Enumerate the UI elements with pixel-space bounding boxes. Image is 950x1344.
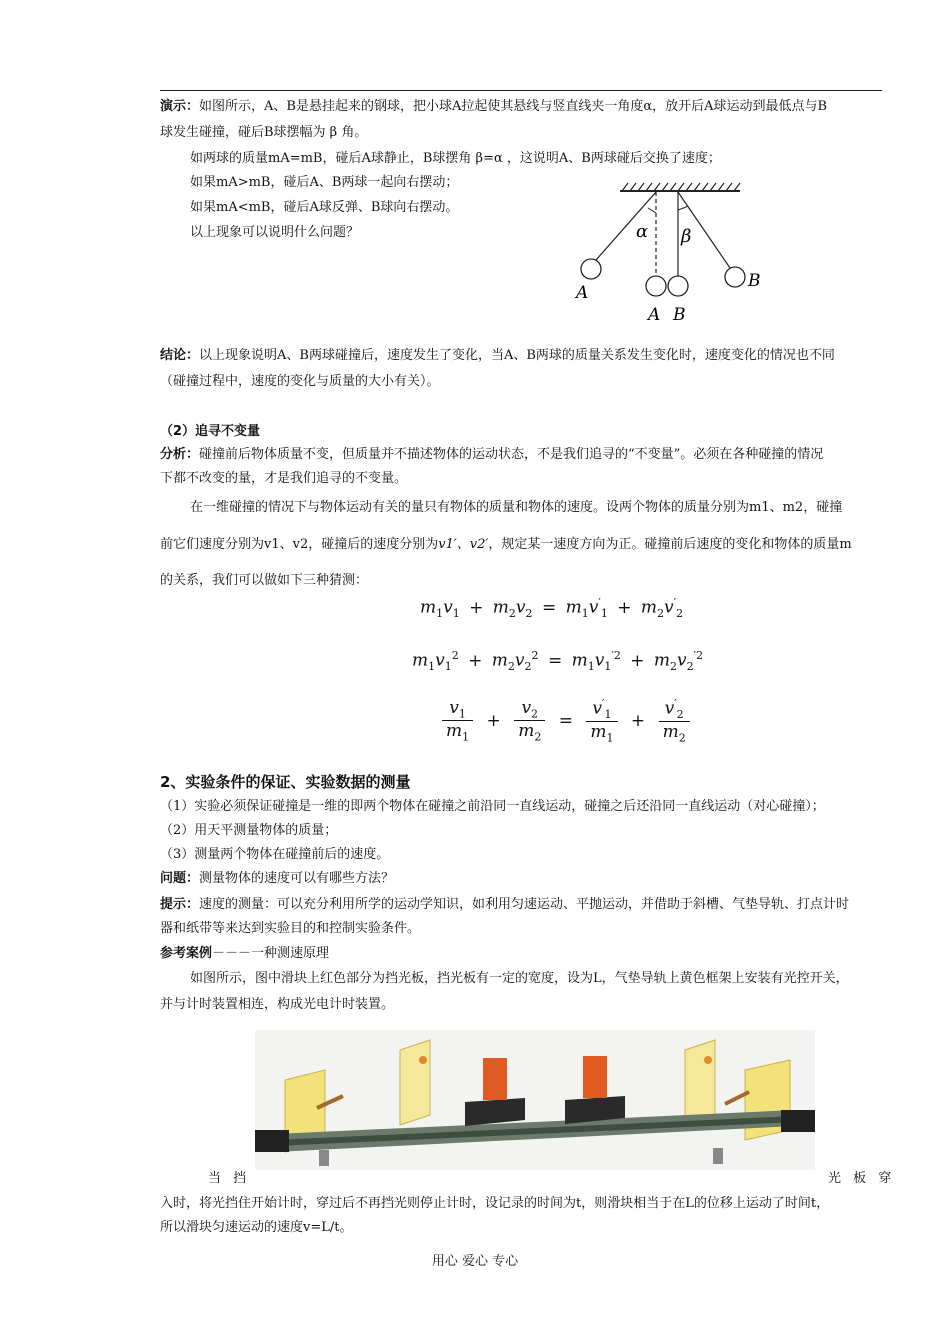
split-left: 当 挡 [208,1171,251,1186]
right-end-block [781,1110,815,1132]
analysis-line-1: 分析：碰撞前后物体质量不变，但质量并不描述物体的运动状态，不是我们追寻的“不变量”。必须在各种碰撞的情况 [160,447,824,462]
condition-1: （1）实验必须保证碰撞是一维的即两个物体在碰撞之前沿同一直线运动，碰撞之后还沿同一直线运动（对心碰撞）； [160,799,825,814]
label-b-bottom: B [673,305,686,325]
conclusion-line-1: 结论：以上现象说明A、B两球碰撞后，速度发生了变化，当A、B两球的质量关系发生变化时，速度变化的情况也不同 [160,348,835,363]
ball-b-rest [668,276,688,296]
equation-energy: $m_1v_1^2 + m_2v_2^2 = m_1v_1^{'2} + m_2v_2^{'2}$ [412,649,704,674]
hint-label: 提示： [160,897,200,912]
left-foot [319,1150,329,1166]
explain-line-2: 所以滑块匀速运动的速度v=L/t。 [160,1220,353,1235]
glider-1-flag [483,1058,507,1100]
label-b-right: B [748,271,761,291]
left-photogate-frame [400,1040,430,1125]
condition-2: （2）用天平测量物体的质量； [160,823,338,838]
frac-v1-m1: $\frac{v_1}{m_1}$ [442,698,473,744]
label-a-left: A [576,283,589,303]
glider-2-flag [583,1056,607,1098]
ceiling-hatch [622,183,740,191]
analysis-line-2: 下都不改变的量，才是我们追寻的不变量。 [160,471,408,486]
right-photogate-sensor [704,1056,712,1064]
left-end-block [255,1130,289,1152]
equation-ratio: $\frac{v_1}{m_1}$ + $\frac{v_2}{m_2}$ = $\frac{v'_1}{m_1}$ + $\frac{v'_2}{m_2}$ [438,697,694,744]
right-foot [713,1148,723,1164]
ball-a-raised [581,259,601,279]
reference-para-1: 如图所示，图中滑块上红色部分为挡光板，挡光板有一定的宽度，设为L，气垫导轨上黄色框架上安装有光控开关， [190,971,849,986]
pendulum-figure [570,180,770,330]
question-label: 问题： [160,871,200,886]
demo-line-1: 演示：如图所示，A、B是悬挂起来的钢球，把小球A拉起使其悬线与竖直线夹一角度α，放开后A球运动到最低点与B [160,99,828,114]
demo-line-4: 如果mA>mB，碰后A、B两球一起向右摆动； [190,175,459,190]
conclusion-line-2: （碰撞过程中，速度的变化与质量的大小有关）。 [160,374,440,389]
header-rule [160,90,882,91]
split-right: 光 板 穿 [828,1171,896,1186]
reference-para-2: 并与计时装置相连，构成光电计时装置。 [160,997,395,1012]
alpha-label: α [636,221,649,242]
frac-v2-m2: $\frac{v_2}{m_2}$ [514,698,545,744]
condition-3: （3）测量两个物体在碰撞前后的速度。 [160,847,390,862]
section3-heading: 2、实验条件的保证、实验数据的测量 [160,773,411,791]
primed-velocities: v1′、v2′ [438,537,489,552]
frac-v1p-m1: $\frac{v'_1}{m_1}$ [586,697,617,744]
label-a-bottom: A [648,305,661,325]
reference-line: 参考案例－－－一种测速原理 [160,946,330,961]
demo-line-5: 如果mA<mB，碰后A球反弹、B球向右摆动。 [190,200,459,215]
left-photogate-sensor [419,1056,427,1064]
ball-b-swung [725,267,745,287]
explain-line-1: 入时，将光挡住开始计时，穿过后不再挡光则停止计时，设记录的时间为t，则滑块相当于在L的位移上运动了时间t， [160,1196,830,1211]
conclusion-label: 结论： [160,348,200,363]
hint-line-2: 器和纸带等来达到实验目的和控制实验条件。 [160,921,421,936]
analysis-label: 分析： [160,447,200,462]
question-line: 问题：测量物体的速度可以有哪些方法？ [160,871,395,886]
demo-line-3: 如两球的质量mA=mB，碰后A球静止，B球摆角 β=α ，这说明A、B两球碰后交换了速度； [190,151,721,166]
para-line-1: 在一维碰撞的情况下与物体运动有关的量只有物体的质量和物体的速度。设两个物体的质量分别为m1、m2，碰撞 [190,500,843,515]
para-line-3: 的关系，我们可以做如下三种猜测： [160,573,369,588]
page-footer: 用心 爱心 专心 [431,1254,519,1269]
para-line-2: 前它们速度分别为v1、v2，碰撞后的速度分别为v1′、v2′，规定某一速度方向为正。碰撞前后速度的变化和物体的质量m [160,537,852,552]
demo-line-6: 以上现象可以说明什么问题？ [190,225,360,240]
reference-label: 参考案例 [160,946,213,961]
beta-arc [678,206,688,210]
hint-line-1: 提示：速度的测量：可以充分利用所学的运动学知识，如利用匀速运动、平抛运动，并借助于斜槽、气垫导轨、打点计时 [160,897,850,912]
demo-line-2: 球发生碰撞，碰后B球摆幅为 β 角。 [160,125,368,140]
ball-a-rest [646,276,666,296]
alpha-arc [648,208,656,213]
equation-momentum: $m_1v_1 + m_2v_2 = m_1v'_1 + m_2v'_2$ [420,596,684,621]
section2-heading: （2）追寻不变量 [160,424,261,439]
air-track-figure [255,1030,815,1170]
demo-label: 演示： [160,99,200,114]
frac-v2p-m2: $\frac{v'_2}{m_2}$ [659,697,690,744]
right-photogate-frame [685,1040,715,1125]
beta-label: β [681,226,692,247]
